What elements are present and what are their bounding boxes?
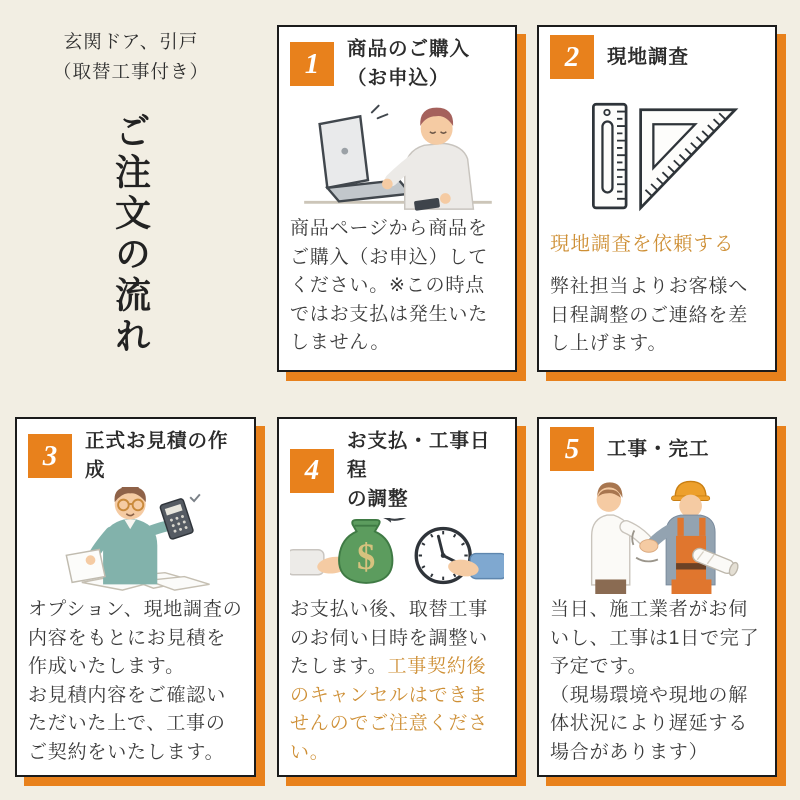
step-5-header <box>550 427 764 471</box>
handshake-icon <box>550 476 764 594</box>
request-survey-link: 現地調査を依頼する <box>550 233 735 255</box>
product-label <box>0 27 262 87</box>
step-3-description: オプション、現地調査の内容をもとにお見積を作成いたします。 お見積内容をご確認いただいた上で、工事のご契約をいたします。 <box>28 599 243 763</box>
product-label-line2: （取替工事付き） <box>52 61 209 82</box>
step-5-description: 当日、施工業者がお伺いし、工事は1日で完了予定です。 （現場環境や現地の解体状況により遅延する場合があります） <box>550 599 760 763</box>
step-4-title: お支払・工事日程 の調整 <box>347 430 491 510</box>
step-3-header <box>28 427 243 485</box>
step-2-title: 現地調査 <box>607 45 690 68</box>
step-card-4 <box>277 417 517 777</box>
step-2-number-badge: 2 <box>550 35 594 79</box>
ruler-and-set-square-icon <box>557 95 757 219</box>
woman-with-calculator-icon <box>29 487 243 594</box>
survey-tools-illustration <box>550 93 764 219</box>
step-3-title: 正式お見積の作成 <box>85 430 229 481</box>
estimator-illustration <box>28 487 243 594</box>
step-2-description: 弊社担当よりお客様へ日程調整のご連絡を差し上げます。 <box>550 276 749 354</box>
step-4-description: お支払い後、取替工事のお伺い日時を調整いたします。工事契約後のキャンセルはできませんのでご注意ください。 <box>290 599 489 763</box>
step-card-2 <box>537 25 777 372</box>
step-2-header <box>550 35 764 79</box>
step-1-header <box>290 35 504 93</box>
man-at-laptop-illustration <box>290 93 504 213</box>
step-1-title: 商品のご購入 （お申込） <box>347 38 471 89</box>
money-bag-icon <box>339 520 392 583</box>
step-1-number-badge: 1 <box>290 42 334 86</box>
handshake-illustration <box>550 473 764 594</box>
cancel-warning-text: 工事契約後のキャンセルはできませんのでご注意ください。 <box>290 656 489 763</box>
step-5-number-badge: 5 <box>550 427 594 471</box>
page-title: ご注文の流れ <box>110 112 152 358</box>
dollar-sign: $ <box>357 535 376 577</box>
step-1-description: 商品ページから商品をご購入（お申込）してください。※この時点ではお支払は発生いたしません。 <box>290 218 489 353</box>
money-and-clock-icon <box>290 518 504 594</box>
step-card-1 <box>277 25 517 372</box>
step-card-5 <box>537 417 777 777</box>
laptop-order-icon <box>290 95 504 213</box>
step-3-number-badge: 3 <box>28 434 72 478</box>
payment-exchange-illustration <box>290 518 504 594</box>
step-4-number-badge: 4 <box>290 449 334 493</box>
product-label-line1: 玄関ドア、引戸 <box>63 31 199 52</box>
step-4-header <box>290 427 504 514</box>
step-5-title: 工事・完工 <box>607 437 710 460</box>
step-card-3 <box>15 417 256 777</box>
